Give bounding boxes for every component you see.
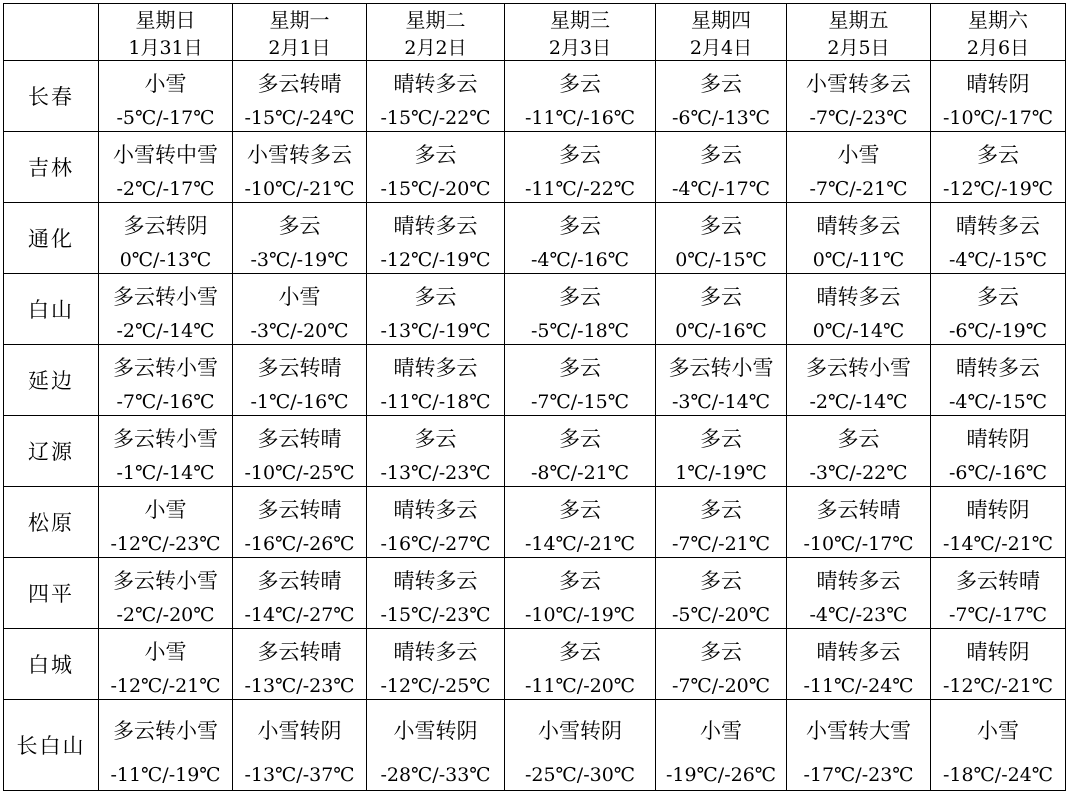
temperature-range: -2℃/-17℃ bbox=[99, 176, 233, 203]
temperature-range: 0℃/-16℃ bbox=[656, 318, 787, 345]
weather-condition: 多云 bbox=[787, 416, 931, 461]
temperature-range: -3℃/-22℃ bbox=[787, 460, 931, 487]
temperature-range: -15℃/-23℃ bbox=[367, 602, 505, 629]
weather-condition: 多云转晴 bbox=[233, 487, 367, 532]
city-temperature-row bbox=[4, 105, 1066, 132]
weather-condition: 多云 bbox=[656, 487, 787, 532]
date-header-row bbox=[4, 33, 1066, 61]
weather-condition: 多云 bbox=[931, 274, 1066, 319]
weather-condition: 多云 bbox=[656, 61, 787, 106]
weather-condition: 小雪 bbox=[787, 132, 931, 177]
temperature-range: -6℃/-19℃ bbox=[931, 318, 1066, 345]
date-header: 2月4日 bbox=[656, 33, 787, 61]
temperature-range: -12℃/-19℃ bbox=[367, 247, 505, 274]
weather-condition: 晴转多云 bbox=[367, 203, 505, 248]
temperature-range: -2℃/-14℃ bbox=[787, 389, 931, 416]
weekday-header: 星期三 bbox=[505, 4, 656, 34]
temperature-range: -2℃/-20℃ bbox=[99, 602, 233, 629]
city-temperature-row bbox=[4, 318, 1066, 345]
city-weather-row bbox=[4, 274, 1066, 319]
temperature-range: -8℃/-21℃ bbox=[505, 460, 656, 487]
temperature-range: 0℃/-15℃ bbox=[656, 247, 787, 274]
city-name: 松原 bbox=[4, 487, 99, 558]
weather-condition: 多云 bbox=[505, 132, 656, 177]
city-name: 吉林 bbox=[4, 132, 99, 203]
weather-condition: 多云 bbox=[656, 203, 787, 248]
weekday-header: 星期二 bbox=[367, 4, 505, 34]
temperature-range: -7℃/-20℃ bbox=[656, 673, 787, 700]
date-header: 2月3日 bbox=[505, 33, 656, 61]
weather-condition: 多云转小雪 bbox=[99, 345, 233, 390]
weather-condition: 多云 bbox=[656, 416, 787, 461]
temperature-range: -10℃/-25℃ bbox=[233, 460, 367, 487]
temperature-range: -16℃/-27℃ bbox=[367, 531, 505, 558]
weather-condition: 晴转多云 bbox=[367, 61, 505, 106]
weather-condition: 多云 bbox=[656, 629, 787, 674]
weather-condition: 多云 bbox=[367, 274, 505, 319]
city-weather-row bbox=[4, 61, 1066, 106]
weekday-header-row bbox=[4, 4, 1066, 34]
temperature-range: -1℃/-14℃ bbox=[99, 460, 233, 487]
weather-condition: 晴转多云 bbox=[787, 274, 931, 319]
city-weather-row bbox=[4, 416, 1066, 461]
temperature-range: -12℃/-19℃ bbox=[931, 176, 1066, 203]
weather-condition: 多云 bbox=[505, 203, 656, 248]
weather-condition: 小雪转阴 bbox=[505, 700, 656, 761]
weather-condition: 小雪转阴 bbox=[367, 700, 505, 761]
weather-condition: 多云转晴 bbox=[931, 558, 1066, 603]
temperature-range: 0℃/-11℃ bbox=[787, 247, 931, 274]
weather-condition: 多云 bbox=[505, 558, 656, 603]
temperature-range: -5℃/-20℃ bbox=[656, 602, 787, 629]
city-weather-row bbox=[4, 700, 1066, 761]
temperature-range: -2℃/-14℃ bbox=[99, 318, 233, 345]
date-header: 2月6日 bbox=[931, 33, 1066, 61]
date-header: 2月2日 bbox=[367, 33, 505, 61]
city-weather-row bbox=[4, 629, 1066, 674]
temperature-range: -7℃/-17℃ bbox=[931, 602, 1066, 629]
temperature-range: -7℃/-21℃ bbox=[787, 176, 931, 203]
temperature-range: -11℃/-24℃ bbox=[787, 673, 931, 700]
temperature-range: 1℃/-19℃ bbox=[656, 460, 787, 487]
city-weather-row bbox=[4, 558, 1066, 603]
weather-condition: 多云转小雪 bbox=[656, 345, 787, 390]
date-header: 2月5日 bbox=[787, 33, 931, 61]
temperature-range: -11℃/-22℃ bbox=[505, 176, 656, 203]
weather-condition: 多云 bbox=[931, 132, 1066, 177]
temperature-range: -5℃/-17℃ bbox=[99, 105, 233, 132]
weather-condition: 小雪转大雪 bbox=[787, 700, 931, 761]
temperature-range: -13℃/-23℃ bbox=[367, 460, 505, 487]
temperature-range: -10℃/-17℃ bbox=[931, 105, 1066, 132]
temperature-range: -3℃/-20℃ bbox=[233, 318, 367, 345]
temperature-range: -10℃/-19℃ bbox=[505, 602, 656, 629]
corner-cell bbox=[4, 4, 99, 61]
weekday-header: 星期四 bbox=[656, 4, 787, 34]
weather-condition: 多云转晴 bbox=[233, 61, 367, 106]
weather-condition: 多云转小雪 bbox=[787, 345, 931, 390]
weather-condition: 小雪转多云 bbox=[233, 132, 367, 177]
temperature-range: -11℃/-18℃ bbox=[367, 389, 505, 416]
weather-condition: 晴转阴 bbox=[931, 487, 1066, 532]
temperature-range: -3℃/-19℃ bbox=[233, 247, 367, 274]
weather-condition: 晴转多云 bbox=[367, 487, 505, 532]
weekday-header: 星期五 bbox=[787, 4, 931, 34]
weekday-header: 星期一 bbox=[233, 4, 367, 34]
temperature-range: -15℃/-20℃ bbox=[367, 176, 505, 203]
city-temperature-row bbox=[4, 247, 1066, 274]
temperature-range: -15℃/-22℃ bbox=[367, 105, 505, 132]
city-temperature-row bbox=[4, 673, 1066, 700]
temperature-range: -19℃/-26℃ bbox=[656, 760, 787, 791]
weather-condition: 多云转晴 bbox=[787, 487, 931, 532]
temperature-range: -7℃/-15℃ bbox=[505, 389, 656, 416]
weather-condition: 多云 bbox=[505, 345, 656, 390]
temperature-range: -14℃/-27℃ bbox=[233, 602, 367, 629]
temperature-range: -5℃/-18℃ bbox=[505, 318, 656, 345]
weather-condition: 小雪转中雪 bbox=[99, 132, 233, 177]
weather-condition: 多云 bbox=[656, 274, 787, 319]
weather-condition: 小雪 bbox=[99, 629, 233, 674]
weather-condition: 多云转小雪 bbox=[99, 274, 233, 319]
temperature-range: -1℃/-16℃ bbox=[233, 389, 367, 416]
weather-condition: 多云 bbox=[505, 487, 656, 532]
temperature-range: -11℃/-20℃ bbox=[505, 673, 656, 700]
temperature-range: -7℃/-16℃ bbox=[99, 389, 233, 416]
weather-condition: 多云 bbox=[656, 558, 787, 603]
weather-condition: 晴转多云 bbox=[787, 629, 931, 674]
temperature-range: -11℃/-19℃ bbox=[99, 760, 233, 791]
weather-condition: 小雪 bbox=[656, 700, 787, 761]
temperature-range: -14℃/-21℃ bbox=[505, 531, 656, 558]
temperature-range: -4℃/-17℃ bbox=[656, 176, 787, 203]
weekday-header: 星期六 bbox=[931, 4, 1066, 34]
city-name: 延边 bbox=[4, 345, 99, 416]
weather-condition: 小雪转阴 bbox=[233, 700, 367, 761]
weather-condition: 小雪转多云 bbox=[787, 61, 931, 106]
weather-condition: 晴转多云 bbox=[787, 558, 931, 603]
temperature-range: -12℃/-23℃ bbox=[99, 531, 233, 558]
temperature-range: -13℃/-19℃ bbox=[367, 318, 505, 345]
city-weather-row bbox=[4, 132, 1066, 177]
city-temperature-row bbox=[4, 531, 1066, 558]
city-name: 长白山 bbox=[4, 700, 99, 791]
weather-condition: 多云转小雪 bbox=[99, 558, 233, 603]
city-name: 四平 bbox=[4, 558, 99, 629]
city-temperature-row bbox=[4, 389, 1066, 416]
temperature-range: -16℃/-26℃ bbox=[233, 531, 367, 558]
temperature-range: -18℃/-24℃ bbox=[931, 760, 1066, 791]
city-weather-row bbox=[4, 487, 1066, 532]
temperature-range: -3℃/-14℃ bbox=[656, 389, 787, 416]
temperature-range: -6℃/-13℃ bbox=[656, 105, 787, 132]
temperature-range: -10℃/-17℃ bbox=[787, 531, 931, 558]
weather-condition: 多云转小雪 bbox=[99, 700, 233, 761]
weather-condition: 多云 bbox=[505, 61, 656, 106]
temperature-range: -10℃/-21℃ bbox=[233, 176, 367, 203]
city-temperature-row bbox=[4, 460, 1066, 487]
weather-condition: 小雪 bbox=[99, 61, 233, 106]
weather-condition: 晴转多云 bbox=[931, 203, 1066, 248]
weather-condition: 多云 bbox=[233, 203, 367, 248]
temperature-range: -4℃/-15℃ bbox=[931, 389, 1066, 416]
temperature-range: -12℃/-21℃ bbox=[99, 673, 233, 700]
temperature-range: -4℃/-15℃ bbox=[931, 247, 1066, 274]
date-header: 2月1日 bbox=[233, 33, 367, 61]
weather-condition: 多云转小雪 bbox=[99, 416, 233, 461]
weather-condition: 小雪 bbox=[233, 274, 367, 319]
city-weather-row bbox=[4, 345, 1066, 390]
temperature-range: -12℃/-25℃ bbox=[367, 673, 505, 700]
weather-condition: 多云 bbox=[367, 132, 505, 177]
weather-condition: 多云转晴 bbox=[233, 416, 367, 461]
city-name: 白城 bbox=[4, 629, 99, 700]
weather-condition: 小雪 bbox=[99, 487, 233, 532]
weather-forecast-table bbox=[3, 3, 1066, 791]
temperature-range: -6℃/-16℃ bbox=[931, 460, 1066, 487]
weather-condition: 晴转多云 bbox=[367, 558, 505, 603]
city-name: 通化 bbox=[4, 203, 99, 274]
temperature-range: -4℃/-16℃ bbox=[505, 247, 656, 274]
temperature-range: -13℃/-23℃ bbox=[233, 673, 367, 700]
temperature-range: -7℃/-23℃ bbox=[787, 105, 931, 132]
city-name: 辽源 bbox=[4, 416, 99, 487]
weather-condition: 多云转晴 bbox=[233, 558, 367, 603]
city-name: 白山 bbox=[4, 274, 99, 345]
city-temperature-row bbox=[4, 602, 1066, 629]
temperature-range: -13℃/-37℃ bbox=[233, 760, 367, 791]
weather-condition: 晴转多云 bbox=[367, 629, 505, 674]
weather-condition: 多云转阴 bbox=[99, 203, 233, 248]
weather-condition: 多云 bbox=[656, 132, 787, 177]
city-temperature-row bbox=[4, 760, 1066, 791]
weather-condition: 多云 bbox=[505, 416, 656, 461]
weather-condition: 晴转阴 bbox=[931, 629, 1066, 674]
temperature-range: -28℃/-33℃ bbox=[367, 760, 505, 791]
weather-condition: 多云 bbox=[505, 274, 656, 319]
city-weather-row bbox=[4, 203, 1066, 248]
weather-condition: 小雪 bbox=[931, 700, 1066, 761]
temperature-range: -11℃/-16℃ bbox=[505, 105, 656, 132]
weather-condition: 多云转晴 bbox=[233, 345, 367, 390]
city-temperature-row bbox=[4, 176, 1066, 203]
temperature-range: -7℃/-21℃ bbox=[656, 531, 787, 558]
temperature-range: 0℃/-14℃ bbox=[787, 318, 931, 345]
temperature-range: 0℃/-13℃ bbox=[99, 247, 233, 274]
date-header: 1月31日 bbox=[99, 33, 233, 61]
weather-condition: 多云 bbox=[367, 416, 505, 461]
weather-condition: 多云转晴 bbox=[233, 629, 367, 674]
weather-condition: 晴转多云 bbox=[931, 345, 1066, 390]
city-name: 长春 bbox=[4, 61, 99, 132]
temperature-range: -15℃/-24℃ bbox=[233, 105, 367, 132]
weather-condition: 晴转多云 bbox=[787, 203, 931, 248]
temperature-range: -14℃/-21℃ bbox=[931, 531, 1066, 558]
weather-condition: 晴转阴 bbox=[931, 61, 1066, 106]
temperature-range: -25℃/-30℃ bbox=[505, 760, 656, 791]
temperature-range: -12℃/-21℃ bbox=[931, 673, 1066, 700]
weather-condition: 晴转阴 bbox=[931, 416, 1066, 461]
weekday-header: 星期日 bbox=[99, 4, 233, 34]
weather-condition: 晴转多云 bbox=[367, 345, 505, 390]
weather-condition: 多云 bbox=[505, 629, 656, 674]
temperature-range: -4℃/-23℃ bbox=[787, 602, 931, 629]
temperature-range: -17℃/-23℃ bbox=[787, 760, 931, 791]
